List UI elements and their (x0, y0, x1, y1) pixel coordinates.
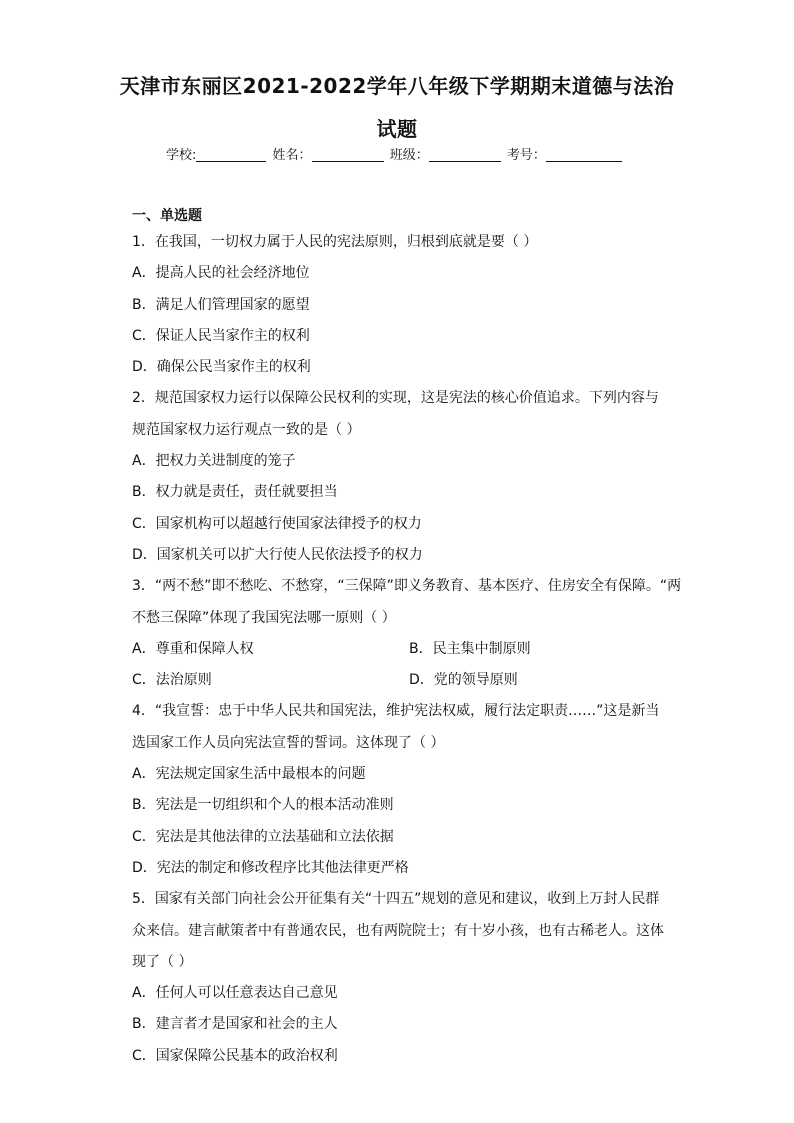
question-3-option-c: C．法治原则 (132, 672, 212, 689)
question-2-option-c: C．国家机构可以超越行使国家法律授予的权力 (132, 515, 422, 532)
question-3-option-d: D．党的领导原则 (409, 672, 518, 689)
name-label: 姓名： (272, 148, 312, 163)
exam-title-line1: 天津市东丽区2021-2022学年八年级下学期期末道德与法治 (119, 74, 675, 98)
name-blank (312, 147, 384, 162)
question-1-option-c: C．保证人民当家作主的权利 (132, 327, 310, 344)
question-4-option-a: A．宪法规定国家生活中最根本的问题 (132, 766, 366, 783)
question-list (132, 227, 682, 1072)
exam-number-blank (546, 147, 622, 162)
question-2-stem-line1: 2．规范国家权力运行以保障公民权利的实现，这是宪法的核心价值追求。下列内容与 (132, 390, 659, 407)
question-5-option-c: C．国家保障公民基本的政治权利 (132, 1047, 338, 1064)
exam-title-line2: 试题 (376, 117, 418, 141)
question-2-stem-line2: 规范国家权力运行观点一致的是（ ） (132, 421, 361, 438)
question-1-option-a: A．提高人民的社会经济地位 (132, 265, 310, 282)
question-3-stem-line1: 3．“两不愁”即不愁吃、不愁穿，“三保障”即义务教育、基本医疗、住房安全有保障。“两 (132, 578, 682, 595)
class-blank (429, 147, 501, 162)
student-info-row (166, 144, 624, 163)
question-1-option-d: D．确保公民当家作主的权利 (132, 359, 311, 376)
question-5-stem-line2: 众来信。建言献策者中有普通农民，也有两院院士；有十岁小孩，也有古稀老人。这体 (132, 922, 664, 939)
class-label: 班级： (389, 148, 429, 163)
question-4-option-d: D．宪法的制定和修改程序比其他法律更严格 (132, 859, 409, 876)
question-4-option-c: C．宪法是其他法律的立法基础和立法依据 (132, 828, 394, 845)
question-3-options-row2 (132, 665, 672, 696)
section-heading: 一、单选题 (132, 208, 202, 224)
school-label: 学校: (166, 148, 197, 163)
question-3-option-a: A．尊重和保障人权 (132, 640, 254, 657)
question-4-option-b: B．宪法是一切组织和个人的根本活动准则 (132, 797, 394, 814)
question-1-option-b: B．满足人们管理国家的愿望 (132, 296, 310, 313)
question-2-option-d: D．国家机关可以扩大行使人民依法授予的权力 (132, 546, 423, 563)
question-5-stem-line1: 5．国家有关部门向社会公开征集有关“十四五”规划的意见和建议，收到上万封人民群 (132, 891, 660, 908)
question-5-option-b: B．建言者才是国家和社会的主人 (132, 1016, 338, 1033)
question-2-option-a: A．把权力关进制度的笼子 (132, 453, 296, 470)
exam-number-label: 考号： (506, 148, 546, 163)
school-blank (196, 147, 266, 162)
question-5-option-a: A．任何人可以任意表达自己意见 (132, 985, 338, 1002)
question-2-option-b: B．权力就是责任，责任就要担当 (132, 484, 338, 501)
question-1-stem: 1．在我国，一切权力属于人民的宪法原则，归根到底就是要（ ） (132, 234, 538, 250)
question-4-stem-line1: 4．“我宣誓：忠于中华人民共和国宪法，维护宪法权威，履行法定职责……”这是新当 (132, 703, 660, 720)
question-4-stem-line2: 选国家工作人员向宪法宣誓的誓词。这体现了（ ） (132, 734, 445, 751)
question-3-option-b: B．民主集中制原则 (409, 640, 531, 657)
question-3-stem-line2: 不愁三保障”体现了我国宪法哪一原则（ ） (132, 609, 396, 626)
question-3-options-row1 (132, 634, 672, 665)
question-5-stem-line3: 现了（ ） (132, 953, 193, 970)
